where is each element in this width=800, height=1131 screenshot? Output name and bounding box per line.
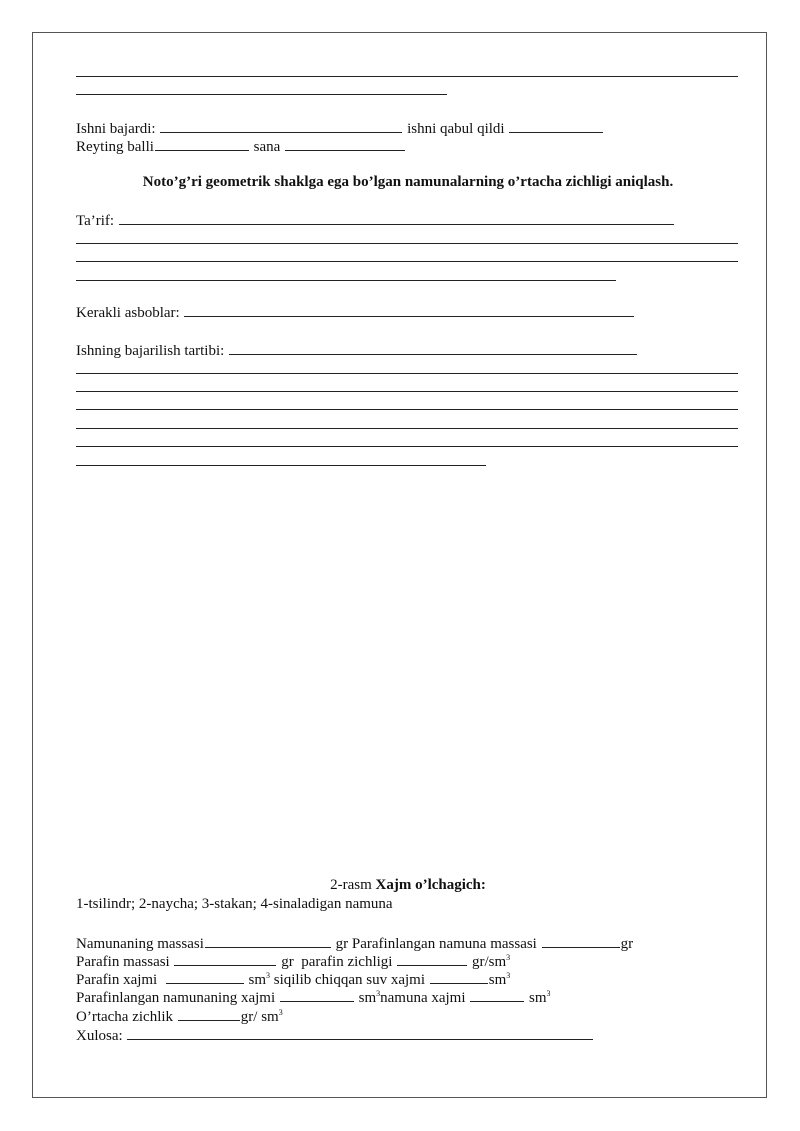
unit-exponent: 3 [376, 989, 381, 998]
conclusion-field[interactable] [127, 1025, 593, 1040]
paraffined-volume-label: Parafinlangan namunaning xajmi [76, 990, 276, 1006]
page-title: Noto’g’ri geometrik shaklga ega bo’lgan namunalarning o’rtacha zichligi aniqlash. [142, 174, 674, 190]
definition-label: Ta’rif: [76, 213, 115, 229]
sample-volume-field[interactable] [470, 987, 524, 1002]
done-by-label: Ishni bajardi: [76, 121, 156, 137]
procedure-label: Ishning bajarilish tartibi: [76, 343, 225, 359]
conclusion-row [76, 1025, 594, 1045]
paraffined-mass-label: Parafinlangan namuna massasi [351, 936, 537, 952]
conclusion-label: Xulosa: [76, 1028, 123, 1044]
avg-density-field[interactable] [178, 1006, 240, 1021]
unit-exponent: 3 [506, 953, 511, 962]
unit-exponent: 3 [278, 1008, 283, 1017]
accepted-label: ishni qabul qildi [407, 121, 505, 137]
tools-row [76, 302, 635, 322]
fill-line[interactable] [76, 446, 738, 447]
fill-line[interactable] [76, 76, 738, 77]
measurement-row-5 [76, 1006, 283, 1026]
done-by-field[interactable] [160, 118, 402, 133]
fill-line[interactable] [76, 409, 738, 410]
sample-mass-field[interactable] [205, 933, 331, 948]
sample-volume-label: namuna xajmi [380, 990, 466, 1006]
fill-line[interactable] [76, 243, 738, 244]
header-row-1 [76, 118, 604, 138]
paraffined-volume-field[interactable] [280, 987, 354, 1002]
figure-area [76, 480, 740, 870]
definition-field[interactable] [119, 210, 674, 225]
displaced-water-field[interactable] [430, 969, 488, 984]
rating-field[interactable] [155, 136, 249, 151]
caption-title: Xajm o’lchagich: [375, 877, 486, 893]
fill-line[interactable] [76, 280, 616, 281]
unit-sm: sm [488, 972, 507, 988]
unit-exponent: 3 [546, 989, 551, 998]
unit-sm: sm [358, 990, 377, 1006]
definition-row [76, 210, 675, 230]
avg-density-label: O’rtacha zichlik [76, 1009, 174, 1025]
accepted-field[interactable] [509, 118, 603, 133]
sample-mass-label: Namunaning massasi [76, 936, 204, 952]
procedure-row [76, 340, 638, 360]
figure-legend: 1-tsilindr; 2-naycha; 3-stakan; 4-sinaladigan namuna [76, 896, 393, 912]
rating-label: Reyting balli [76, 139, 154, 155]
unit-exponent: 3 [506, 971, 511, 980]
unit-sm: sm [248, 972, 266, 988]
measurement-row-1 [76, 933, 633, 953]
unit-gr-per-sm: gr/ sm [240, 1009, 279, 1025]
unit-sm: sm [529, 990, 547, 1006]
tools-label: Kerakli asboblar: [76, 305, 180, 321]
measurement-row-2 [76, 951, 510, 971]
unit-gr: gr [335, 936, 349, 952]
fill-line[interactable] [76, 373, 738, 374]
unit-gr-sm: gr/sm [471, 954, 507, 970]
fill-line[interactable] [76, 465, 486, 466]
date-label: sana [253, 139, 281, 155]
measurement-row-3 [76, 969, 510, 989]
unit-gr: gr [620, 936, 634, 952]
header-row-2 [76, 136, 406, 156]
paraffin-density-field[interactable] [397, 951, 467, 966]
paraffined-mass-field[interactable] [542, 933, 620, 948]
figure-caption [76, 876, 740, 894]
displaced-water-label: siqilib chiqqan suv xajmi [273, 972, 425, 988]
date-field[interactable] [285, 136, 405, 151]
fill-line[interactable] [76, 391, 738, 392]
measurement-row-4 [76, 987, 551, 1007]
caption-prefix: 2-rasm [330, 877, 372, 893]
unit-gr: gr [281, 954, 294, 970]
fill-line[interactable] [76, 94, 447, 95]
tools-field[interactable] [184, 302, 634, 317]
unit-exponent: 3 [266, 971, 270, 980]
paraffin-mass-label: Parafin massasi [76, 954, 170, 970]
fill-line[interactable] [76, 261, 738, 262]
paraffin-volume-field[interactable] [166, 969, 244, 984]
procedure-field[interactable] [229, 340, 637, 355]
paraffin-density-label: parafin zichligi [301, 954, 393, 970]
paraffin-mass-field[interactable] [174, 951, 276, 966]
fill-line[interactable] [76, 428, 738, 429]
paraffin-volume-label: Parafin xajmi [76, 972, 158, 988]
